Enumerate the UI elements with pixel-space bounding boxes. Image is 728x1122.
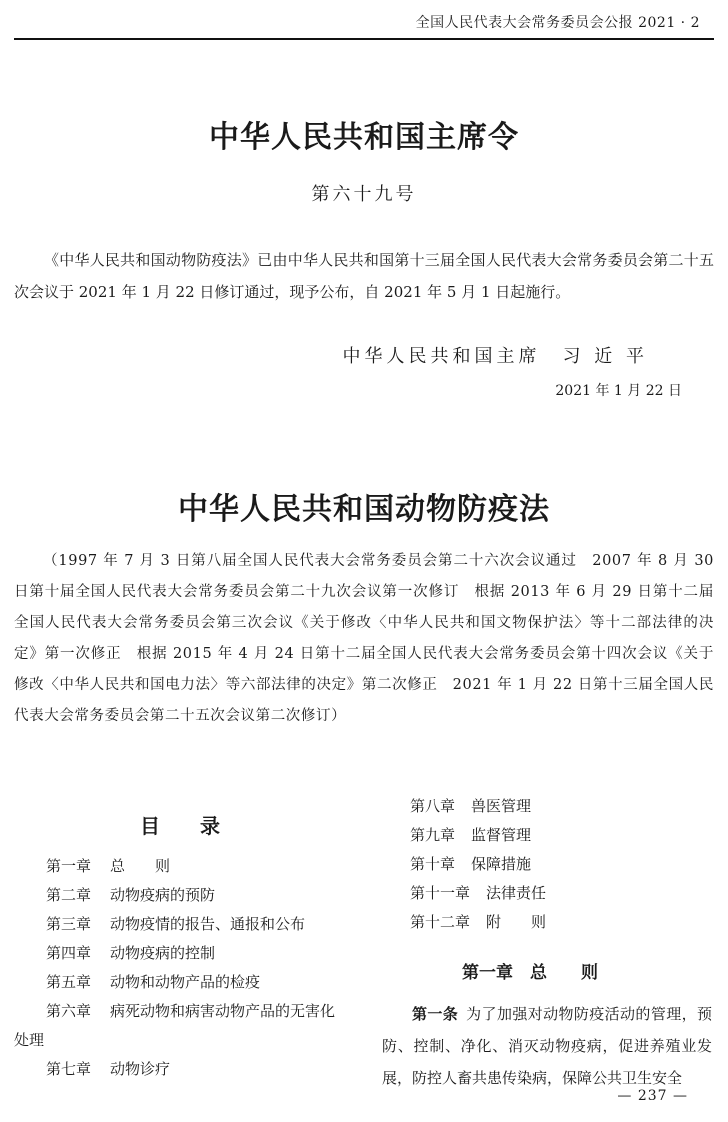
order-number: 第六十九号 — [311, 184, 417, 205]
article-1 — [382, 998, 712, 1094]
toc-item-title-continued: 处理 — [14, 1031, 45, 1049]
toc-item-number: 第一章 — [46, 857, 92, 875]
header-rule — [14, 38, 714, 40]
toc-item[interactable] — [14, 910, 364, 939]
toc-item[interactable] — [14, 852, 364, 881]
toc-item-number: 第三章 — [46, 915, 92, 933]
toc-item-title: 法律责任 — [486, 884, 547, 902]
toc-item-title: 保障措施 — [471, 855, 532, 873]
toc-item-number: 第七章 — [46, 1060, 92, 1078]
toc-item-number: 第十二章 — [410, 913, 471, 931]
toc-heading — [140, 810, 220, 839]
toc-item-number: 第八章 — [410, 797, 456, 815]
toc-item-continuation — [14, 1026, 364, 1055]
toc-item-number: 第十章 — [410, 855, 456, 873]
toc-heading-a: 目 — [140, 814, 160, 838]
toc-item[interactable] — [14, 968, 364, 997]
article-text: 为了加强对动物防疫活动的管理，预防、控制、净化、消灭动物疫病，促进养殖业发展，防控人畜共患传染病，保障公共卫生安全 — [382, 1005, 712, 1087]
order-title: 中华人民共和国主席令 — [209, 120, 519, 155]
toc-item-number: 第十一章 — [410, 884, 471, 902]
toc-item[interactable] — [14, 939, 364, 968]
toc-item-number: 第六章 — [46, 1002, 92, 1020]
toc-item-title: 动物诊疗 — [110, 1060, 171, 1078]
toc-item[interactable] — [410, 850, 710, 879]
toc-item-title: 附 则 — [486, 913, 547, 931]
decree-text: 《中华人民共和国动物防疫法》已由中华人民共和国第十三届全国人民代表大会常务委员会第二十五次会议于 2021 年 1 月 22 日修订通过，现予公布，自 2021 年 5 月 1 日起施行。 — [14, 251, 714, 301]
toc-item[interactable] — [410, 821, 710, 850]
toc-item[interactable] — [14, 881, 364, 910]
toc-item[interactable] — [410, 792, 710, 821]
running-header: 全国人民代表大会常务委员会公报 2021 · 2 — [415, 15, 700, 31]
chapter-heading: 第一章 总 则 — [462, 963, 598, 983]
toc-item-title: 监督管理 — [471, 826, 532, 844]
page-number: — 237 — — [617, 1088, 688, 1104]
article-label: 第一条 — [412, 1005, 459, 1023]
signature: 中华人民共和国主席 习 近 平 — [342, 346, 648, 367]
toc-item-title: 动物疫病的预防 — [110, 886, 216, 904]
toc-right-column — [410, 792, 710, 937]
toc-item-title: 病死动物和病害动物产品的无害化 — [110, 1002, 336, 1020]
toc-item-number: 第五章 — [46, 973, 92, 991]
toc-heading-b: 录 — [200, 814, 220, 838]
signature-date: 2021 年 1 月 22 日 — [555, 383, 682, 399]
toc-item[interactable] — [14, 997, 364, 1026]
toc-item-title: 动物疫病的控制 — [110, 944, 216, 962]
toc-item-title: 兽医管理 — [471, 797, 532, 815]
toc-item-number: 第四章 — [46, 944, 92, 962]
toc-item-number: 第二章 — [46, 886, 92, 904]
toc-item-number: 第九章 — [410, 826, 456, 844]
toc-item-title: 总 则 — [110, 857, 171, 875]
toc-item-title: 动物和动物产品的检疫 — [110, 973, 261, 991]
law-history: （1997 年 7 月 3 日第八届全国人民代表大会常务委员会第二十六次会议通过 2007 年 8 月 30 日第十届全国人民代表大会常务委员会第二十九次会议第一次修订 根据 2013 年 6 月 29 日第十二届全国人民代表大会常务委员会第三次会议《关于修改〈中华人民共和国文物保护法〉等十二部法律的决定》第一次修正 根据 2015 年 4 月 24 日第十二届全国人民代表大会常务委员会第十四次会议《关于修改〈中华人民共和国电力法〉等六部法律的决定》第二次修正 2021 年 1 月 22 日第十三届全国人民代表大会常务委员会第二十五次会议第二次修订） — [14, 553, 714, 724]
toc-left-column — [14, 852, 364, 1084]
toc-item[interactable] — [410, 908, 710, 937]
toc-item[interactable] — [14, 1055, 364, 1084]
toc-item-title: 动物疫情的报告、通报和公布 — [110, 915, 306, 933]
law-title: 中华人民共和国动物防疫法 — [178, 492, 550, 527]
toc-item[interactable] — [410, 879, 710, 908]
